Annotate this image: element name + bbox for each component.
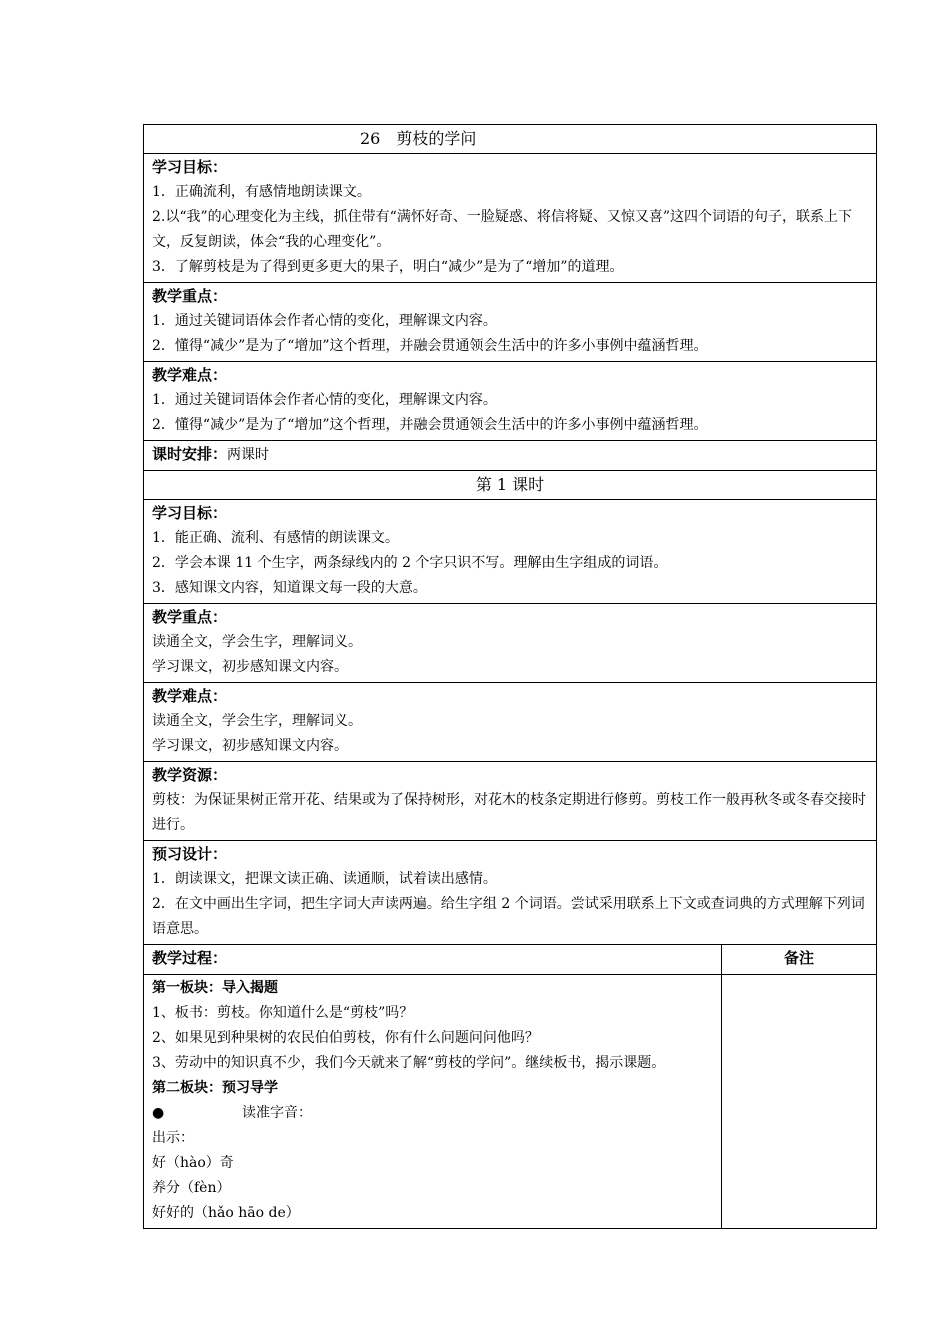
block1-item: 2、如果见到种果树的农民伯伯剪枝，你有什么问题问问他吗？ (152, 1030, 539, 1046)
focus-heading: 教学重点： (152, 287, 228, 305)
notes-heading: 备注 (783, 949, 814, 967)
goal-item: 1．正确流利，有感情地朗读课文。 (152, 184, 371, 200)
notes-content (722, 975, 877, 1229)
block1-item: 3、劳动中的知识真不少，我们今天就来了解“剪枝的学问”。继续板书，揭示课题。 (152, 1055, 666, 1071)
focus-heading: 教学重点： (152, 608, 228, 626)
difficulty-item: 读通全文，学会生字，理解词义。 (152, 713, 362, 729)
difficulty-section (144, 362, 877, 441)
goals-heading: 学习目标： (152, 504, 228, 522)
word-item: 养分（fèn） (152, 1180, 231, 1196)
show-label: 出示： (152, 1130, 194, 1146)
goal-item: 1．能正确、流利、有感情的朗读课文。 (152, 530, 399, 546)
title-row (144, 125, 877, 154)
goal-item: 2.以“我”的心理变化为主线，抓住带有“满怀好奇、一脸疑惑、将信将疑、又惊又喜”这四个词语的句子，联系上下文，反复朗读，体会“我的心理变化”。 (152, 209, 852, 250)
goal-item: 3．了解剪枝是为了得到更多更大的果子，明白“减少”是为了“增加”的道理。 (152, 259, 624, 275)
focus-item: 1．通过关键词语体会作者心情的变化，理解课文内容。 (152, 313, 497, 329)
focus-item: 2．懂得“减少”是为了“增加”这个哲理，并融会贯通领会生活中的许多小事例中蕴涵哲理。 (152, 338, 708, 354)
goals-section (144, 154, 877, 283)
block2-title: 第二板块：预习导学 (152, 1080, 278, 1096)
word-item: 好（hào）奇 (152, 1155, 234, 1171)
schedule-row (144, 441, 877, 471)
focus-item: 学习课文，初步感知课文内容。 (152, 659, 348, 675)
difficulty-item: 2．懂得“减少”是为了“增加”这个哲理，并融会贯通领会生活中的许多小事例中蕴涵哲理。 (152, 417, 708, 433)
preview-item: 1．朗读课文，把课文读正确、读通顺，试着读出感情。 (152, 871, 497, 887)
preview-section (144, 841, 877, 945)
focus-item: 读通全文，学会生字，理解词义。 (152, 634, 362, 650)
process-content (144, 975, 722, 1229)
preview-item: 2．在文中画出生字词，把生字词大声读两遍。给生字组 2 个词语。尝试采用联系上下文或查词典的方式理解下列词语意思。 (152, 896, 865, 937)
block1-item: 1、板书：剪枝。你知道什么是“剪枝”吗？ (152, 1005, 414, 1021)
lesson1-focus-section (144, 604, 877, 683)
resources-heading: 教学资源： (152, 766, 228, 784)
difficulty-item: 学习课文，初步感知课文内容。 (152, 738, 348, 754)
lesson-title: 26 剪枝的学问 (144, 125, 877, 154)
lesson1-difficulty-section (144, 683, 877, 762)
goal-item: 2．学会本课 11 个生字，两条绿线内的 2 个字只识不写。理解由生字组成的词语。 (152, 555, 668, 571)
resources-section (144, 762, 877, 841)
difficulty-item: 1．通过关键词语体会作者心情的变化，理解课文内容。 (152, 392, 497, 408)
difficulty-heading: 教学难点： (152, 687, 228, 705)
lesson-plan-table (143, 124, 877, 1229)
goals-heading: 学习目标： (152, 158, 228, 176)
goal-item: 3．感知课文内容，知道课文每一段的大意。 (152, 580, 427, 596)
lesson1-title-row (144, 471, 877, 500)
schedule-label: 课时安排： (152, 445, 228, 463)
resources-text: 剪枝：为保证果树正常开花、结果或为了保持树形，对花木的枝条定期进行修剪。剪枝工作一般再秋冬或冬春交接时进行。 (152, 792, 866, 833)
process-heading: 教学过程： (152, 949, 228, 967)
lesson1-goals-section (144, 500, 877, 604)
process-header-row (144, 945, 877, 975)
pronunciation-label: 读准字音： (242, 1105, 312, 1121)
process-body-row (144, 975, 877, 1229)
lesson1-title: 第 1 课时 (144, 471, 877, 500)
pronunciation-item (152, 1101, 713, 1126)
schedule-value: 两课时 (227, 447, 270, 463)
bullet-icon: ● (152, 1105, 165, 1121)
block1-title: 第一板块：导入揭题 (152, 980, 278, 996)
focus-section (144, 283, 877, 362)
lesson-plan-page (143, 124, 877, 1229)
difficulty-heading: 教学难点： (152, 366, 228, 384)
word-item: 好好的（hǎo hāo de） (152, 1205, 300, 1221)
preview-heading: 预习设计： (152, 845, 228, 863)
